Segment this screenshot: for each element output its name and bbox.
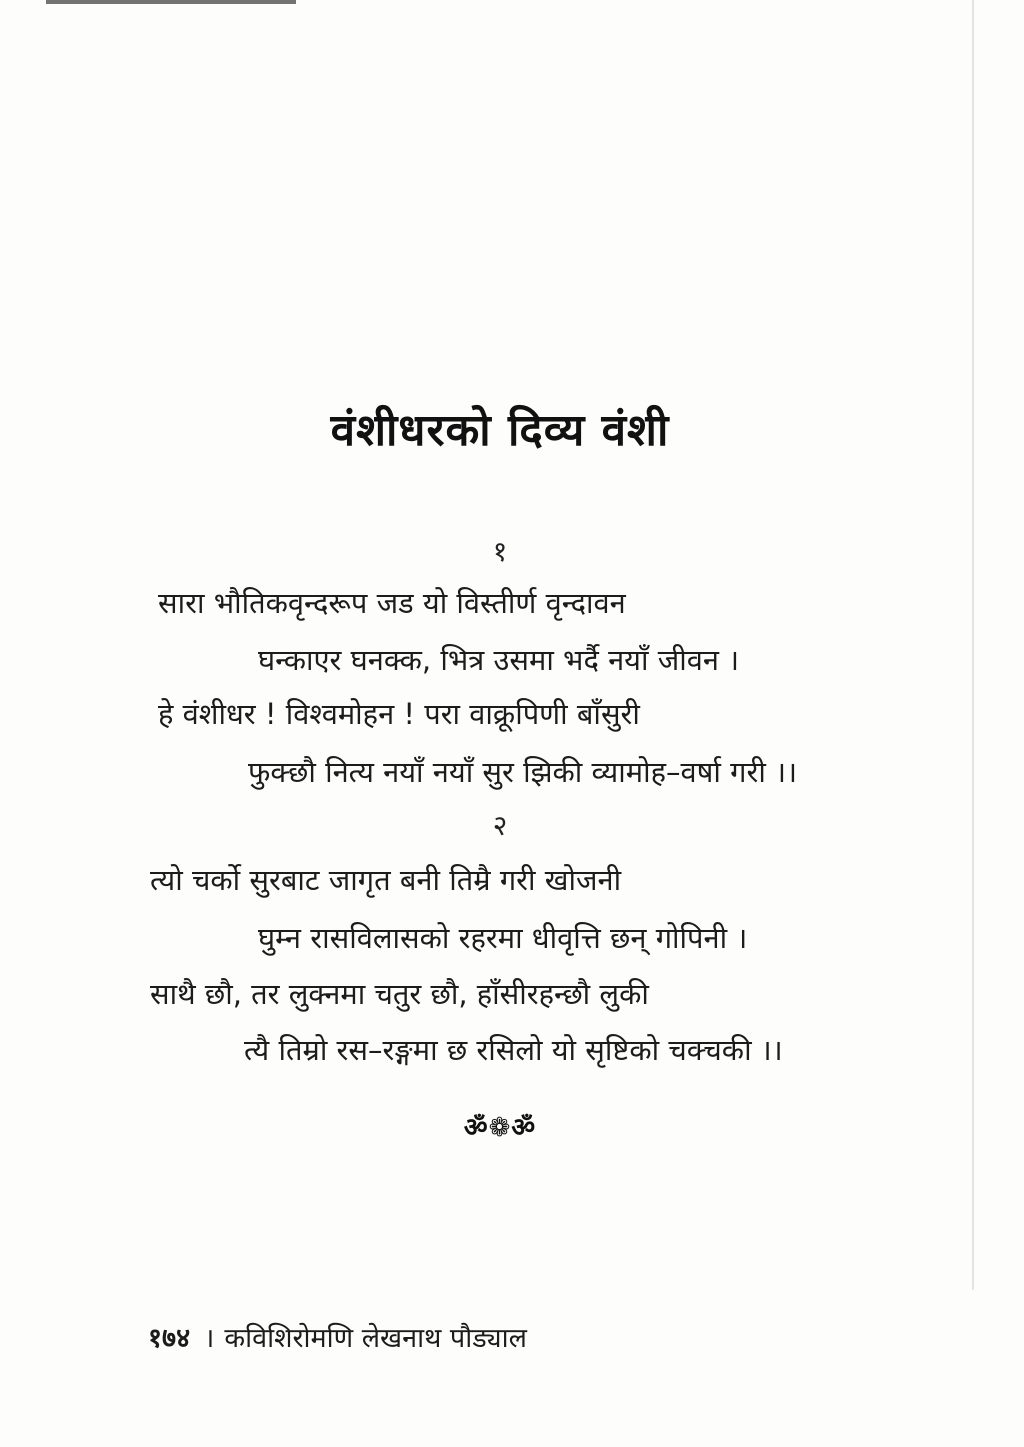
section-ornament: ॐ❁ॐ — [463, 1113, 537, 1143]
page-footer — [148, 1318, 527, 1355]
page-top-edge — [46, 0, 296, 4]
poem-title: वंशीधरको दिव्य वंशी — [330, 405, 670, 456]
verse-line: हे वंशीधर ! विश्वमोहन ! परा वाक्रूपिणी बाँसुरी — [158, 697, 640, 731]
verse-line: त्यो चर्को सुरबाट जागृत बनी तिम्रै गरी खोजनी — [150, 863, 622, 897]
verse-line: घन्काएर घनक्क, भित्र उसमा भर्दै नयाँ जीवन । — [258, 643, 740, 677]
verse-line: घुम्न रासविलासको रहरमा धीवृत्ति छन् गोपिनी । — [258, 921, 748, 955]
verse-line: फुक्छौ नित्य नयाँ नयाँ सुर झिकी व्यामोह–वर्षा गरी ।। — [248, 755, 798, 789]
footer-separator: । — [204, 1323, 215, 1354]
stanza-number: २ — [492, 809, 508, 842]
page-number: १७४ — [148, 1323, 191, 1354]
verse-line: त्यै तिम्रो रस–रङ्गमा छ रसिलो यो सृष्टिको चक्चकी ।। — [244, 1033, 783, 1067]
page-right-edge — [972, 0, 974, 1290]
verse-line: साथै छौ, तर लुक्नमा चतुर छौ, हाँसीरहन्छौ लुकी — [150, 977, 649, 1011]
book-title: कविशिरोमणि लेखनाथ पौड्याल — [224, 1323, 527, 1354]
verse-line: सारा भौतिकवृन्दरूप जड यो विस्तीर्ण वृन्दावन — [158, 586, 626, 620]
stanza-number: १ — [492, 535, 508, 568]
